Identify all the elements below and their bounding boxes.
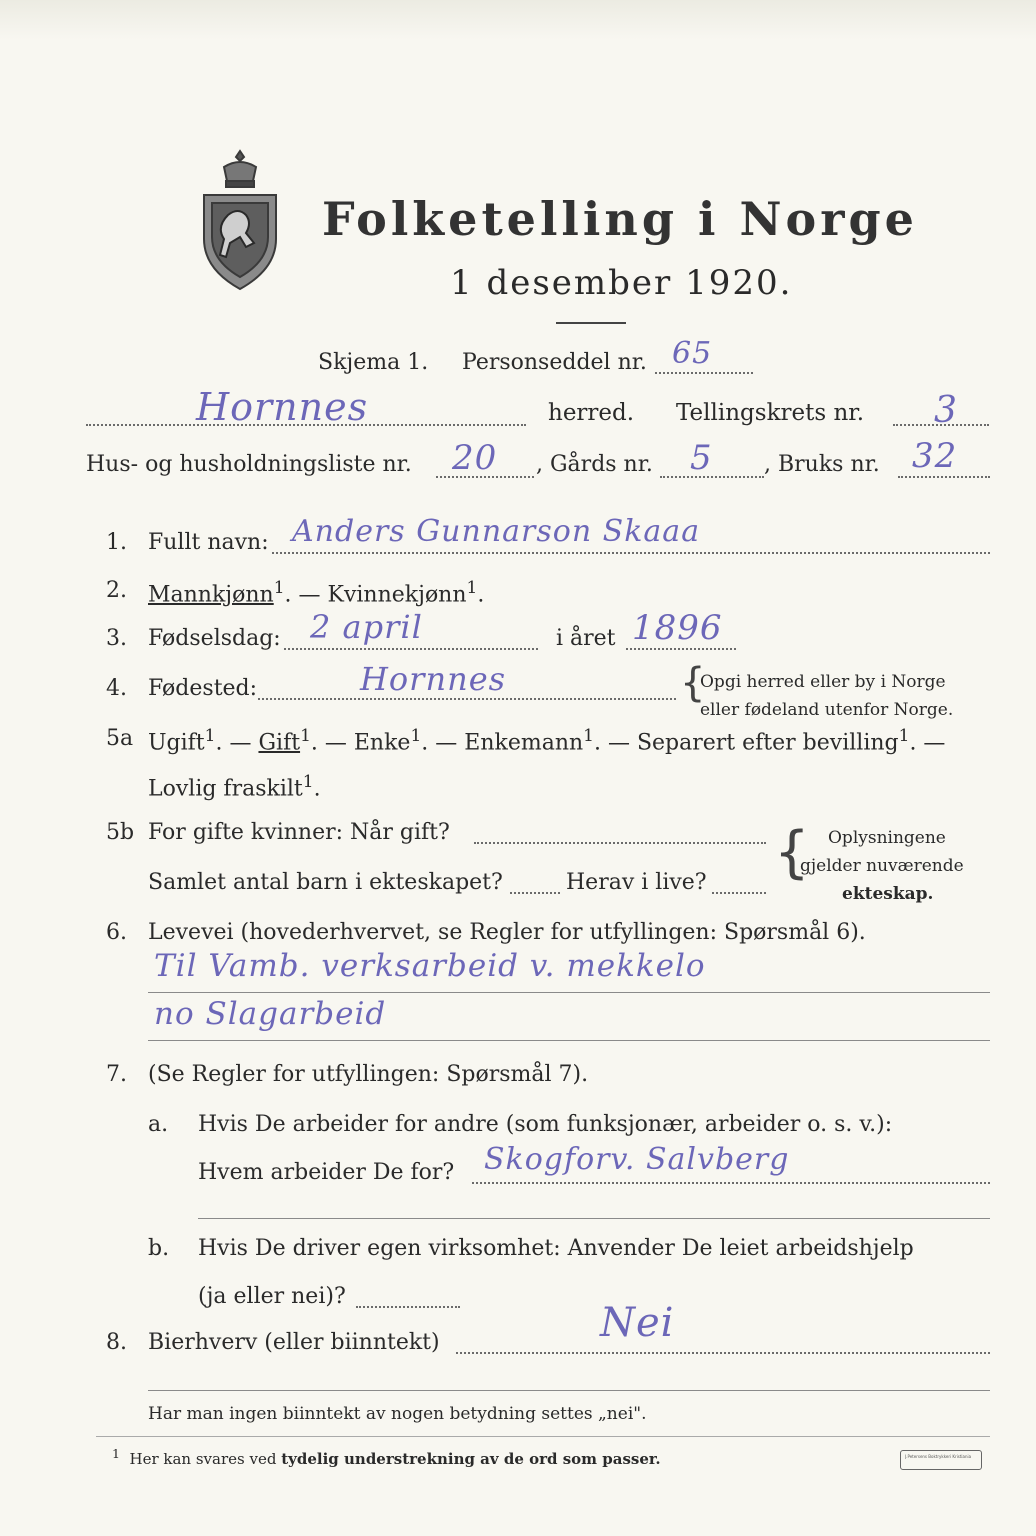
q8-value[interactable]: Nei xyxy=(600,1300,675,1346)
q7-number: 7. xyxy=(106,1062,127,1087)
footnote: $^1$ Her kan svares ved tydelig understrekning av de ord som passer. xyxy=(112,1446,661,1468)
q5a-number: 5a xyxy=(106,726,134,751)
q4-note2: eller fødeland utenfor Norge. xyxy=(700,700,954,720)
q3-label: Fødselsdag: xyxy=(148,626,281,651)
q3-aret-label: i året xyxy=(556,626,616,651)
bruks-line xyxy=(898,476,990,478)
husliste-value[interactable]: 20 xyxy=(452,438,498,478)
q7b-line xyxy=(356,1306,460,1308)
personseddel-label: Personseddel nr. xyxy=(462,350,647,375)
q2-options: Mannkjønn$^1$. — Kvinnekjønn$^1$. xyxy=(148,578,485,608)
q4-line xyxy=(258,698,676,700)
q7b-line2: (ja eller nei)? xyxy=(198,1284,346,1309)
q3-aret-line xyxy=(626,648,736,650)
q3-value[interactable]: 2 april xyxy=(310,608,423,646)
q2-kvinne[interactable]: Kvinnekjønn xyxy=(327,582,467,608)
q1-value[interactable]: Anders Gunnarson Skaaa xyxy=(292,514,701,549)
skjema-label: Skjema 1. xyxy=(318,350,429,375)
q5b-line1: For gifte kvinner: Når gift? xyxy=(148,820,450,845)
bruks-label: , Bruks nr. xyxy=(764,452,880,477)
q6-value-line2[interactable]: no Slagarbeid xyxy=(154,996,387,1032)
form-title: Folketelling i Norge xyxy=(322,192,918,246)
q6-label: Levevei (hovederhvervet, se Regler for utfyllingen: Spørsmål 6). xyxy=(148,920,866,945)
q5b-line2a: Samlet antal barn i ekteskapet? xyxy=(148,870,503,895)
census-date: 1 desember 1920. xyxy=(450,263,793,303)
q3-number: 3. xyxy=(106,626,127,651)
q6-value-line1[interactable]: Til Vamb. verksarbeid v. mekkelo xyxy=(154,948,706,984)
q6-line1 xyxy=(148,992,990,993)
q4-number: 4. xyxy=(106,676,127,701)
q4-value[interactable]: Hornnes xyxy=(360,660,507,698)
printer-stamp: J.Petersens Boktrykkeri Kristiania xyxy=(900,1450,982,1470)
q7a-value[interactable]: Skogforv. Salvberg xyxy=(484,1142,790,1177)
q5b-note1: Oplysningene xyxy=(828,828,946,848)
q5b-live-line xyxy=(712,892,766,894)
q2-mann[interactable]: Mannkjønn xyxy=(148,582,274,608)
q7b-number: b. xyxy=(148,1236,170,1261)
q5b-line2b: Herav i live? xyxy=(566,870,707,895)
title-divider xyxy=(556,322,626,324)
q5b-brace: { xyxy=(774,820,810,885)
q7b-line1: Hvis De driver egen virksomhet: Anvender De leiet arbeidshjelp xyxy=(198,1236,914,1261)
q5a-options: Ugift$^1$. — Gift$^1$. — Enke$^1$. — Enkemann$^1$. — Separert efter bevilling$^1$. — xyxy=(148,726,946,756)
q4-label: Fødested: xyxy=(148,676,258,701)
husliste-label: Hus- og husholdningsliste nr. xyxy=(86,452,412,477)
q3-aret-value[interactable]: 1896 xyxy=(632,608,723,648)
q8-number: 8. xyxy=(106,1330,127,1355)
personseddel-value[interactable]: 65 xyxy=(672,336,713,371)
q6-line2 xyxy=(148,1040,990,1041)
gards-label: , Gårds nr. xyxy=(536,452,653,477)
q7a-line2: Hvem arbeider De for? xyxy=(198,1160,455,1185)
footer-divider xyxy=(96,1436,990,1437)
tellingskrets-label: Tellingskrets nr. xyxy=(676,400,865,426)
q8-line xyxy=(456,1352,990,1354)
q4-note1: Opgi herred eller by i Norge xyxy=(700,672,946,692)
tellingskrets-value[interactable]: 3 xyxy=(934,390,958,431)
q4-brace: { xyxy=(680,660,706,706)
q8-extra-line xyxy=(148,1390,990,1391)
q5b-barn-line xyxy=(510,892,560,894)
q1-line xyxy=(272,552,990,554)
q5b-note2: gjelder nuværende xyxy=(800,856,964,876)
q5b-note3: ekteskap. xyxy=(842,884,934,904)
q1-number: 1. xyxy=(106,530,127,555)
q2-number: 2. xyxy=(106,578,127,603)
q6-number: 6. xyxy=(106,920,127,945)
personseddel-line xyxy=(655,372,753,374)
q5a-line2: Lovlig fraskilt$^1$. xyxy=(148,772,321,802)
q5b-number: 5b xyxy=(106,820,135,845)
norwegian-coat-of-arms-icon xyxy=(198,145,282,295)
gards-value[interactable]: 5 xyxy=(690,438,713,478)
bruks-value[interactable]: 32 xyxy=(912,436,958,476)
q7a-extra-line xyxy=(198,1218,990,1219)
q7a-line xyxy=(472,1182,990,1184)
q7a-line1: Hvis De arbeider for andre (som funksjonær, arbeider o. s. v.): xyxy=(198,1112,893,1137)
footer-note: Har man ingen biinntekt av nogen betydning settes „nei". xyxy=(148,1404,647,1424)
q5b-gift-line xyxy=(474,842,766,844)
q7-label: (Se Regler for utfyllingen: Spørsmål 7). xyxy=(148,1062,589,1087)
herred-label: herred. xyxy=(548,400,635,426)
herred-value[interactable]: Hornnes xyxy=(196,385,369,429)
q3-line xyxy=(284,648,538,650)
q7a-number: a. xyxy=(148,1112,169,1137)
q1-label: Fullt navn: xyxy=(148,530,269,555)
q8-label: Bierhverv (eller biinntekt) xyxy=(148,1330,440,1355)
